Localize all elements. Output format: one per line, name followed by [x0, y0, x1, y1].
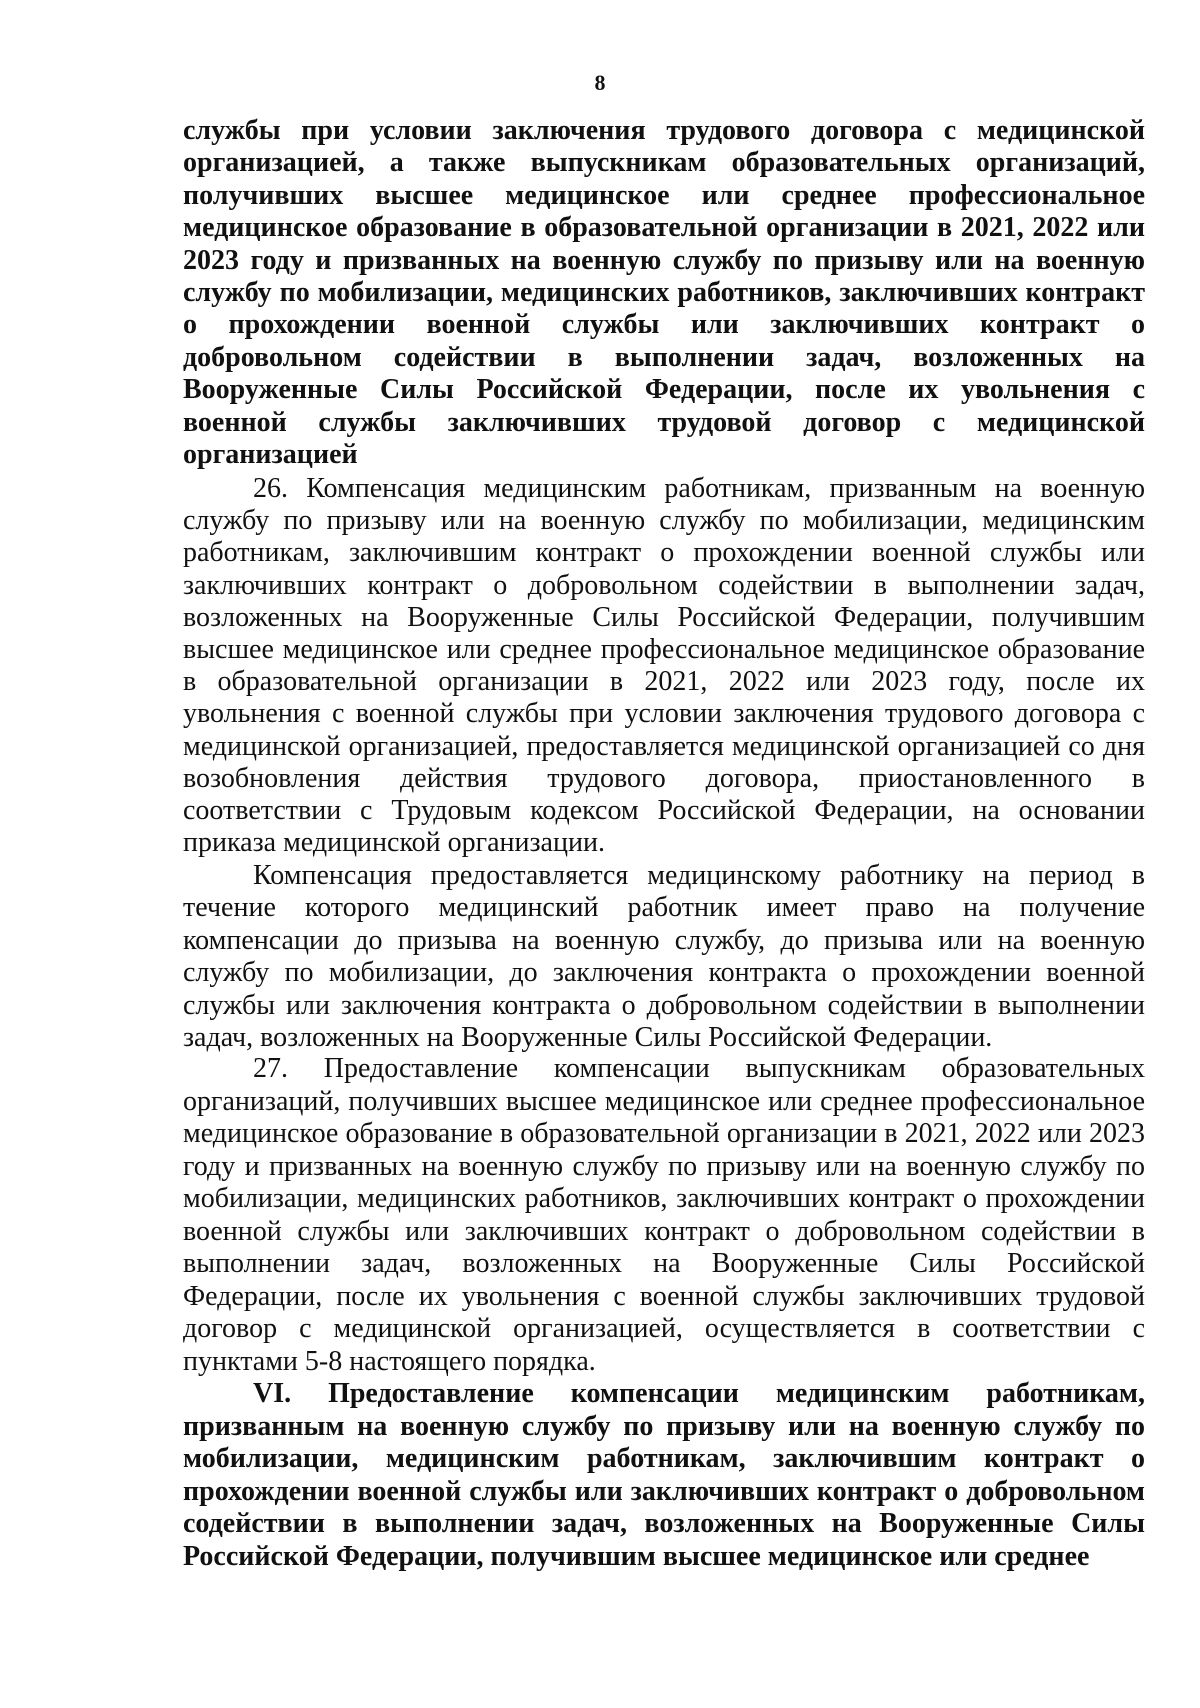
- paragraph-item-26-continued: Компенсация предоставляется медицинскому работнику на период в течение которого медицинский работник имеет право на получение компенсации до призыва на военную службу, до призыва или на военную службу по мобилизации, до заключения контракта о прохождении военной службы или заключения контракта о добровольном содействии в выполнении задач, возложенных на Вооруженные Силы Российской Федерации.: [183, 860, 1145, 1054]
- page-number: 8: [594, 70, 606, 95]
- clause-26-continued: [183, 860, 1145, 1054]
- paragraph-section-vi-heading: VI. Предоставление компенсации медицинским работникам, призванным на военную службу по призыву или на военную службу по мобилизации, медицинским работникам, заключившим контракт о прохождении военной службы или заключивших контракт о добровольном содействии в выполнении задач, возложенных на Вооруженные Силы Российской Федерации, получившим высшее медицинское или среднее: [183, 1378, 1145, 1572]
- paragraph-item-26: 26. Компенсация медицинским работникам, призванным на военную службу по призыву или на военную службу по мобилизации, медицинским работникам, заключившим контракт о прохождении военной службы или заключивших контракт о добровольном содействии в выполнении задач, возложенных на Вооруженные Силы Российской Федерации, получившим высшее медицинское или среднее профессиональное медицинское образование в образовательной организации в 2021, 2022 или 2023 году, после их увольнения с военной службы при условии заключения трудового договора с медицинской организацией, предоставляется медицинской организацией со дня возобновления действия трудового договора, приостановленного в соответствии с Трудовым кодексом Российской Федерации, на основании приказа медицинской организации.: [183, 473, 1145, 859]
- paragraph-heading-continuation: службы при условии заключения трудового договора с медицинской организацией, а также выпускникам образовательных организаций, получивших высшее медицинское или среднее профессиональное медицинское образование в образовательной организации в 2021, 2022 или 2023 году и призванных на военную службу по призыву или на военную службу по мобилизации, медицинских работников, заключивших контракт о прохождении военной службы или заключивших контракт о добровольном содействии в выполнении задач, возложенных на Вооруженные Силы Российской Федерации, после их увольнения с военной службы заключивших трудовой договор с медицинской организацией: [183, 115, 1145, 471]
- clause-27: [183, 1053, 1145, 1378]
- paragraph-item-27: 27. Предоставление компенсации выпускникам образовательных организаций, получивших высшее медицинское или среднее профессиональное медицинское образование в образовательной организации в 2021, 2022 или 2023 году и призванных на военную службу по призыву или на военную службу по мобилизации, медицинских работников, заключивших контракт о прохождении военной службы или заключивших контракт о добровольном содействии в выполнении задач, возложенных на Вооруженные Силы Российской Федерации, после их увольнения с военной службы заключивших трудовой договор с медицинской организацией, осуществляется в соответствии с пунктами 5-8 настоящего порядка.: [183, 1053, 1145, 1377]
- section-heading-continuation: [183, 115, 1145, 471]
- clause-26: [183, 473, 1145, 859]
- section-vi-heading: [183, 1378, 1145, 1574]
